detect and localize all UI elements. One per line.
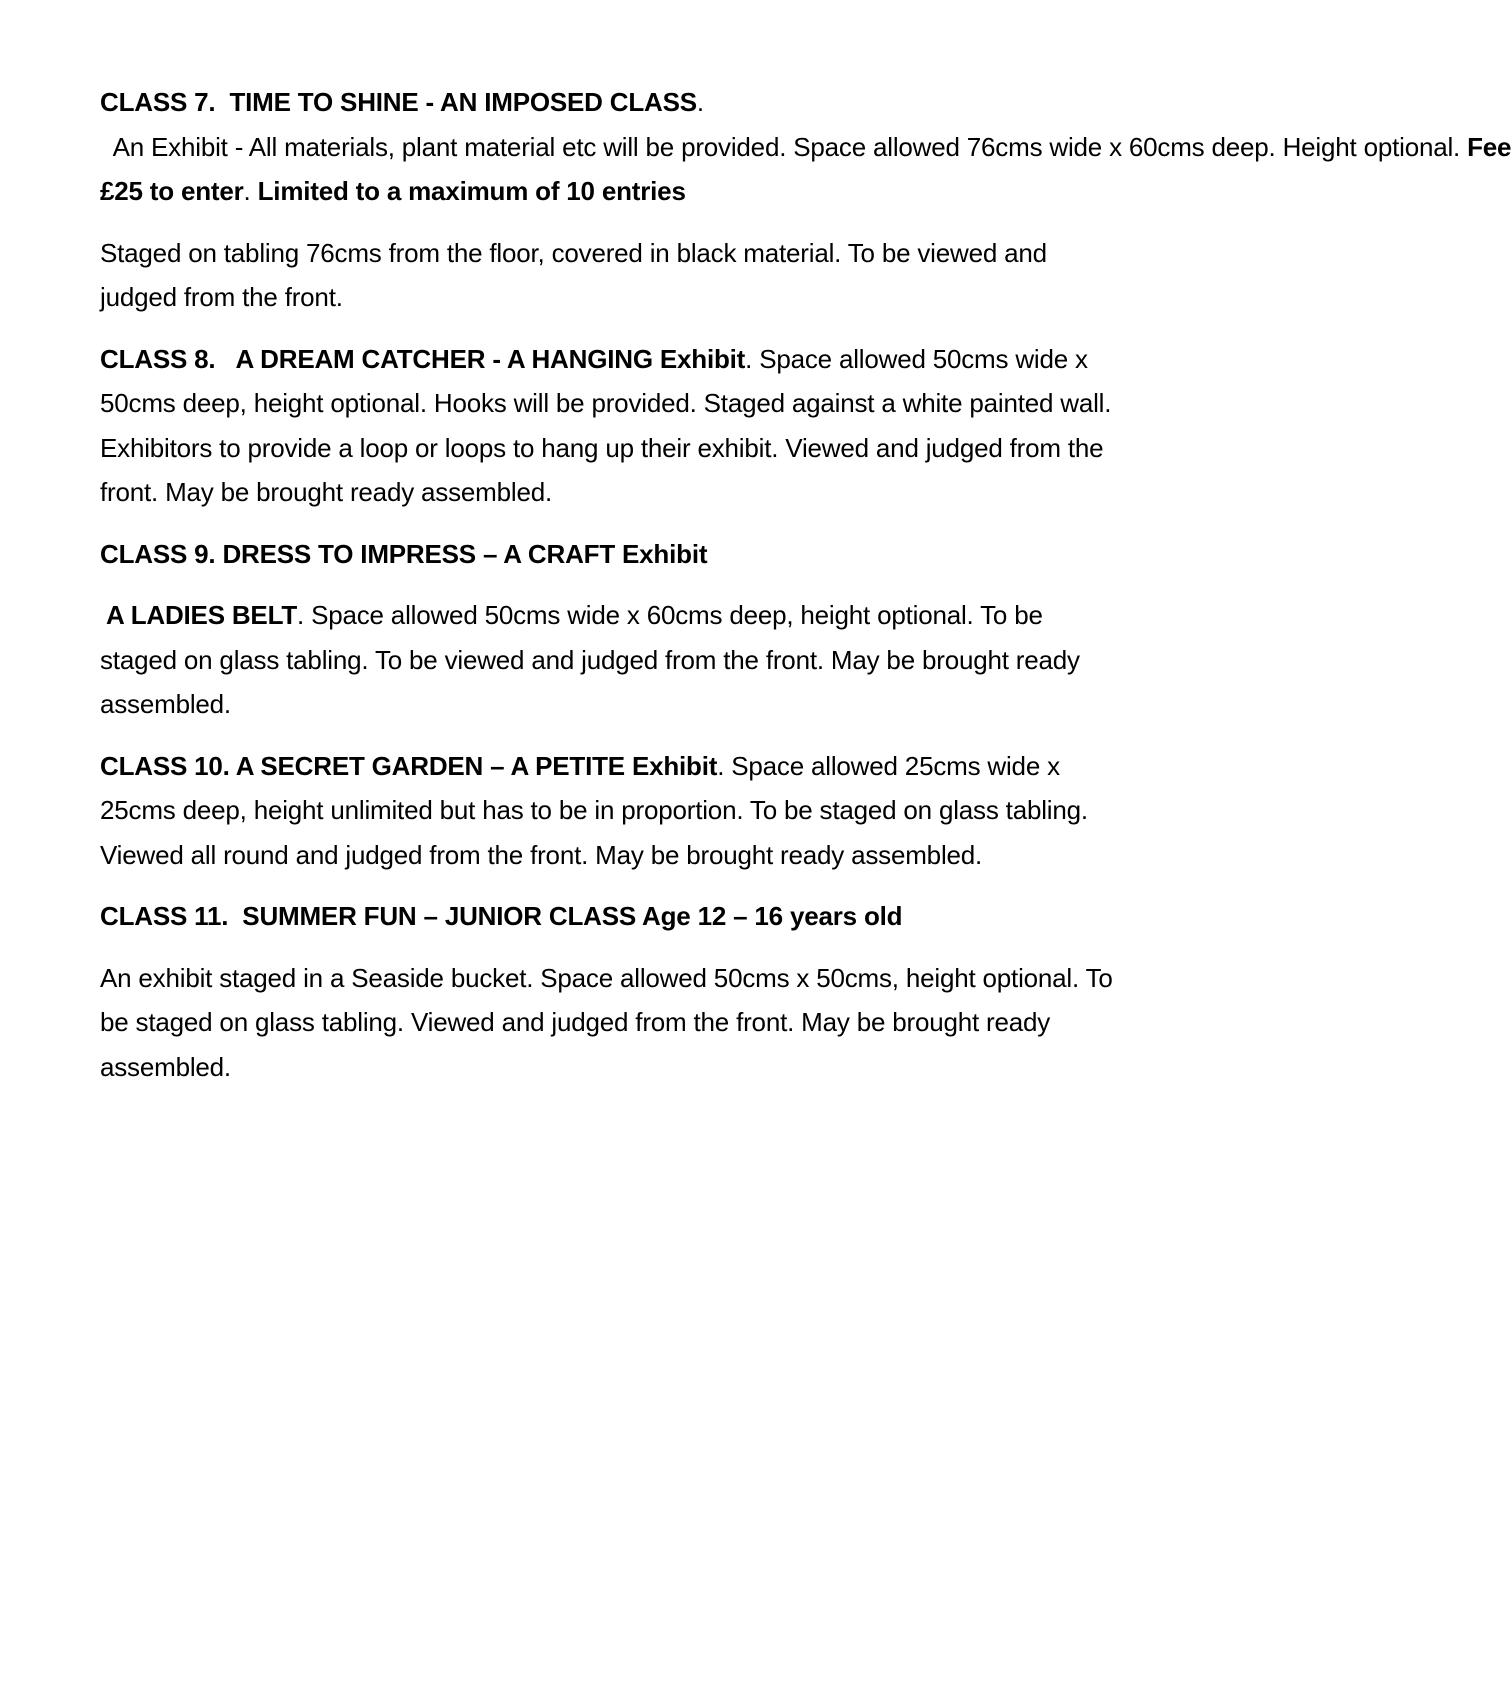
class-11-description: An exhibit staged in a Seaside bucket. Space allowed 50cms x 50cms, height optional. To be staged on glass tabling. Viewed and judged from the front. May be brought ready assembled. [100, 962, 1113, 1082]
document-page [100, 80, 1511, 1106]
class-10-description [100, 744, 1120, 878]
class-7-fee: Fee £25 to enter [100, 131, 1511, 206]
class-7-heading: CLASS 7. TIME TO SHINE - AN IMPOSED CLASS [100, 87, 697, 117]
class-7-description [100, 80, 1511, 214]
class-9-heading: CLASS 9. DRESS TO IMPRESS – A CRAFT Exhibit [100, 538, 708, 569]
class-7-staging: Staged on tabling 76cms from the floor, covered in black material. To be viewed and judged from the front. [100, 237, 1047, 312]
class-8-description [100, 337, 1120, 515]
class-8-heading: CLASS 8. A DREAM CATCHER - A HANGING Exhibit [100, 343, 746, 374]
class-10-text: . Space allowed 25cms wide x 25cms deep, height unlimited but has to be in proportion. To be staged on glass tabling. Viewed all round and judged from the front. May be brought ready assembled. [100, 750, 1088, 870]
class-8-text: . Space allowed 50cms wide x 50cms deep, height optional. Hooks will be provided. Staged against a white painted wall. Exhibitors to provide a loop or loops to hang up their exhibit. Viewed and judged from the front. May be brought ready assembled. [100, 343, 1112, 507]
class-9-text: . Space allowed 50cms wide x 60cms deep, height optional. To be staged on glass tabling. To be viewed and judged from the front. May be brought ready assembled. [100, 600, 1080, 719]
class-7-heading-end: . [696, 87, 704, 117]
class-10-heading: CLASS 10. A SECRET GARDEN – A PETITE Exhibit [100, 750, 718, 781]
class-7-text: An Exhibit - All materials, plant material etc will be provided. Space allowed 76cms wide x 60cms deep. Height optional. [100, 131, 1468, 162]
class-11-heading: CLASS 11. SUMMER FUN – JUNIOR CLASS Age 12 – 16 years old [100, 901, 903, 931]
class-9-description [100, 593, 1120, 727]
class-7-entry-limit: Limited to a maximum of 10 entries [257, 176, 686, 206]
class-9-item: A LADIES BELT [100, 600, 298, 630]
class-7-separator: . [243, 176, 258, 206]
